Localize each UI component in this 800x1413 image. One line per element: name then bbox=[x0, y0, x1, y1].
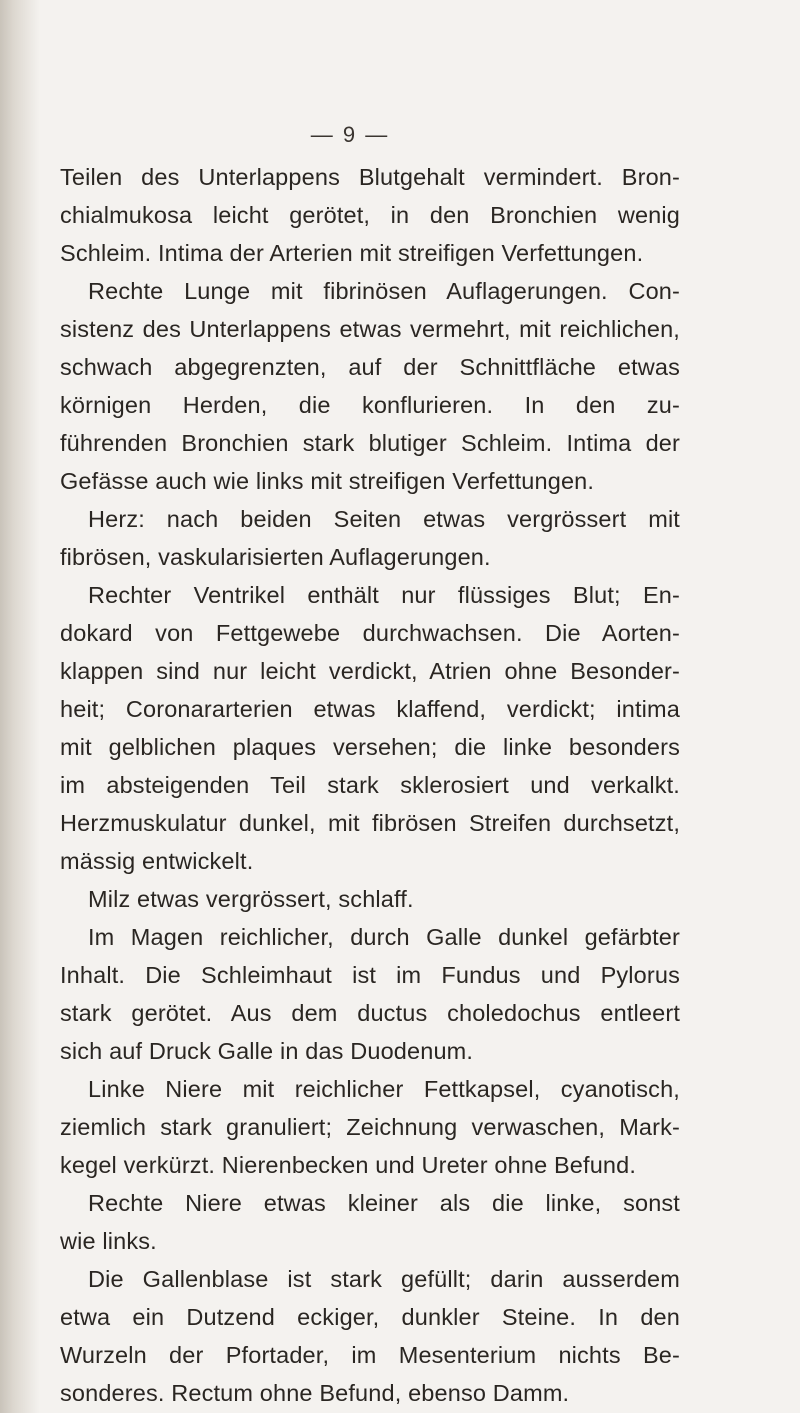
text-line: sich auf Druck Galle in das Duodenum. bbox=[60, 1038, 474, 1064]
paragraph bbox=[60, 1070, 680, 1184]
text-line: etwa ein Dutzend eckiger, dunkler Steine. In den bbox=[60, 1304, 680, 1330]
text-line: Rechter Ventrikel enthält nur flüssiges Blut; En- bbox=[88, 582, 680, 608]
text-line: fibrösen, vaskularisierten Auflagerungen. bbox=[60, 544, 491, 570]
text-line: wie links. bbox=[60, 1228, 157, 1254]
text-line: klappen sind nur leicht verdickt, Atrien ohne Besonder- bbox=[60, 658, 680, 684]
page-binding-shadow bbox=[0, 0, 40, 1413]
paragraph bbox=[60, 918, 680, 1070]
text-line: Milz etwas vergrössert, schlaff. bbox=[88, 886, 414, 912]
text-line: Rechte Niere etwas kleiner als die linke, sonst bbox=[88, 1190, 680, 1216]
text-line: sistenz des Unterlappens etwas vermehrt, mit reichlichen, bbox=[60, 316, 680, 342]
paragraph bbox=[60, 1184, 680, 1260]
text-line: Gefässe auch wie links mit streifigen Verfettungen. bbox=[60, 468, 595, 494]
text-line: führenden Bronchien stark blutiger Schleim. Intima der bbox=[60, 430, 680, 456]
text-line: im absteigenden Teil stark sklerosiert und verkalkt. bbox=[60, 772, 680, 798]
text-line: chialmukosa leicht gerötet, in den Bronchien wenig bbox=[60, 202, 680, 228]
text-line: mit gelblichen plaques versehen; die linke besonders bbox=[60, 734, 680, 760]
paragraph bbox=[60, 158, 680, 272]
text-line: Wurzeln der Pfortader, im Mesenterium nichts Be- bbox=[60, 1342, 680, 1368]
paragraph bbox=[60, 500, 680, 576]
text-line: Herzmuskulatur dunkel, mit fibrösen Streifen durchsetzt, bbox=[60, 810, 680, 836]
text-line: Die Gallenblase ist stark gefüllt; darin ausserdem bbox=[88, 1266, 680, 1292]
document-body bbox=[60, 158, 680, 1412]
text-line: Im Magen reichlicher, durch Galle dunkel gefärbter bbox=[88, 924, 680, 950]
text-line: kegel verkürzt. Nierenbecken und Ureter ohne Befund. bbox=[60, 1152, 637, 1178]
text-line: ziemlich stark granuliert; Zeichnung verwaschen, Mark- bbox=[60, 1114, 680, 1140]
paragraph bbox=[60, 576, 680, 880]
text-line: dokard von Fettgewebe durchwachsen. Die Aorten- bbox=[60, 620, 680, 646]
text-line: Schleim. Intima der Arterien mit streifigen Verfettungen. bbox=[60, 240, 644, 266]
paragraph bbox=[60, 272, 680, 500]
paragraph bbox=[60, 880, 680, 918]
page-number: — 9 — bbox=[310, 122, 390, 147]
text-line: heit; Coronararterien etwas klaffend, verdickt; intima bbox=[60, 696, 680, 722]
text-line: sonderes. Rectum ohne Befund, ebenso Damm. bbox=[60, 1380, 570, 1406]
text-line: mässig entwickelt. bbox=[60, 848, 254, 874]
text-line: Herz: nach beiden Seiten etwas vergrössert mit bbox=[88, 506, 680, 532]
text-line: stark gerötet. Aus dem ductus choledochus entleert bbox=[60, 1000, 680, 1026]
text-line: Linke Niere mit reichlicher Fettkapsel, cyanotisch, bbox=[88, 1076, 680, 1102]
paragraph bbox=[60, 1260, 680, 1412]
text-line: Rechte Lunge mit fibrinösen Auflagerungen. Con- bbox=[88, 278, 680, 304]
text-line: Inhalt. Die Schleimhaut ist im Fundus und Pylorus bbox=[60, 962, 680, 988]
text-line: schwach abgegrenzten, auf der Schnittfläche etwas bbox=[60, 354, 680, 380]
text-line: körnigen Herden, die konflurieren. In den zu- bbox=[60, 392, 680, 418]
text-line: Teilen des Unterlappens Blutgehalt vermindert. Bron- bbox=[60, 164, 680, 190]
